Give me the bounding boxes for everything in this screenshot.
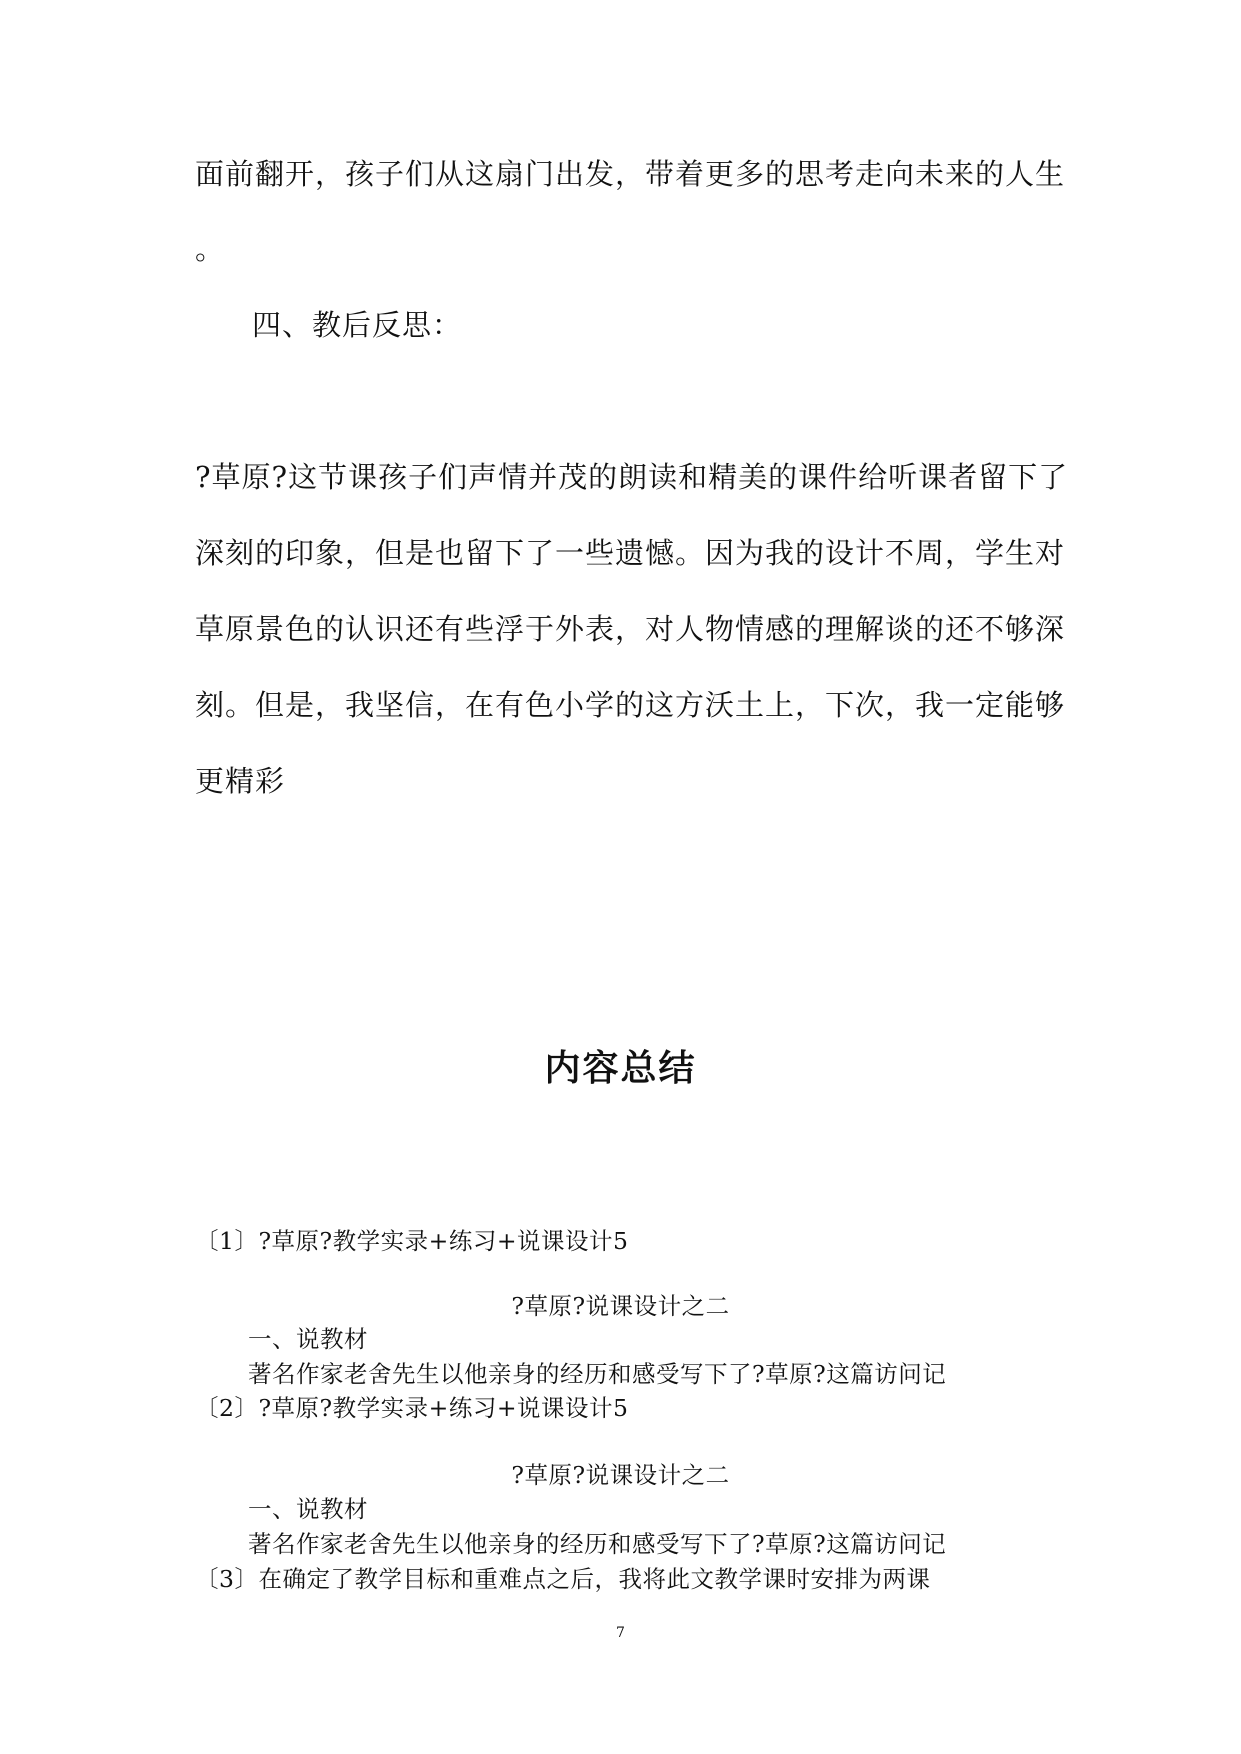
paragraph-2-line-1: ?草原?这节课孩子们声情并茂的朗读和精美的课件给听课者留下了 [195, 460, 1069, 494]
summary-item-2-section: 一、说教材 [248, 1495, 368, 1523]
paragraph-2-line-4: 刻。但是，我坚信，在有色小学的这方沃土上，下次，我一定能够 [195, 688, 1066, 722]
page-number: 7 [616, 1625, 625, 1641]
paragraph-1-line-2: 。 [195, 232, 226, 266]
summary-item-1-heading: 〔1〕?草原?教学实录+练习+说课设计5 [195, 1227, 629, 1255]
summary-item-1-section: 一、说教材 [248, 1325, 368, 1353]
summary-title: 内容总结 [544, 1048, 697, 1089]
paragraph-2-line-3: 草原景色的认识还有些浮于外表，对人物情感的理解谈的还不够深 [195, 612, 1066, 646]
paragraph-2-line-2: 深刻的印象，但是也留下了一些遗憾。因为我的设计不周，学生对 [195, 536, 1066, 570]
summary-item-2-text: 著名作家老舍先生以他亲身的经历和感受写下了?草原?这篇访问记 [248, 1530, 947, 1558]
summary-item-1-text: 著名作家老舍先生以他亲身的经历和感受写下了?草原?这篇访问记 [248, 1360, 947, 1388]
section-heading: 四、教后反思： [252, 308, 463, 342]
paragraph-1-line-1: 面前翻开，孩子们从这扇门出发，带着更多的思考走向未来的人生 [195, 157, 1066, 191]
paragraph-2-line-5: 更精彩 [195, 764, 286, 798]
summary-item-2-subtitle: ?草原?说课设计之二 [511, 1461, 730, 1489]
summary-item-3-heading: 〔3〕在确定了教学目标和重难点之后，我将此文教学课时安排为两课 [195, 1565, 931, 1593]
summary-item-2-heading: 〔2〕?草原?教学实录+练习+说课设计5 [195, 1394, 629, 1422]
summary-item-1-subtitle: ?草原?说课设计之二 [511, 1292, 730, 1320]
